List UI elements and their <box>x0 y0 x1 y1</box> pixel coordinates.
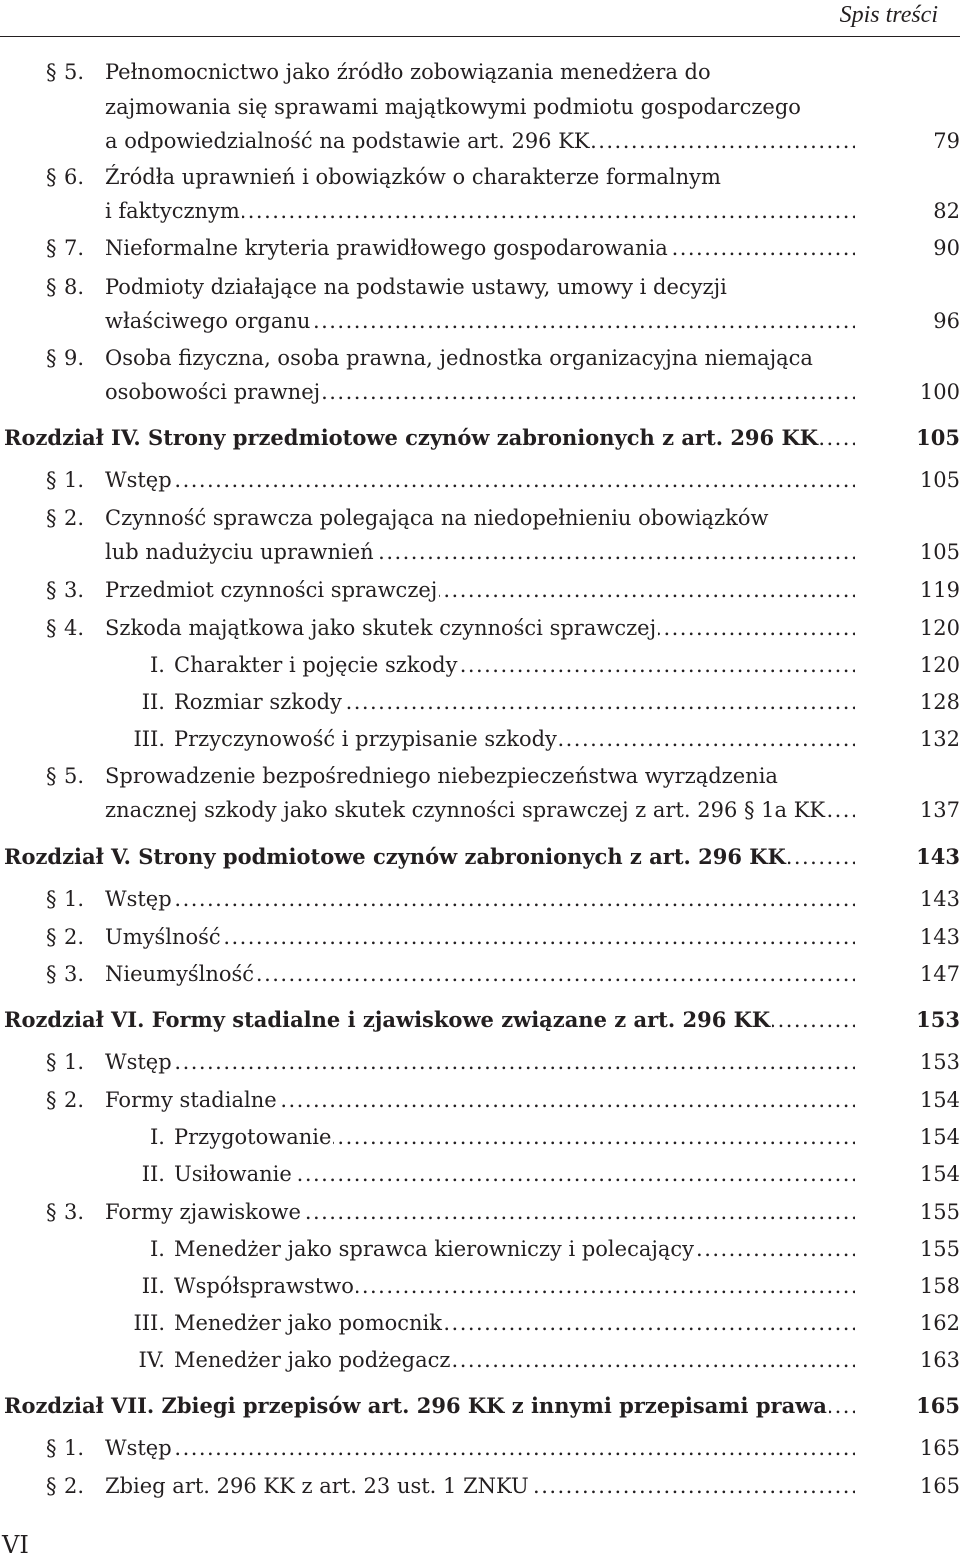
leader-dots <box>242 194 855 228</box>
leader-dots <box>788 840 855 874</box>
page-number-ref: 105 <box>919 468 960 492</box>
section-sign: § <box>46 165 57 189</box>
toc-entry[interactable] <box>0 194 960 228</box>
toc-entry[interactable] <box>0 90 960 124</box>
subsection-number: III. <box>133 727 165 751</box>
entry-title: Rozdział V. Strony podmiotowe czynów zabronionych z art. 296 KK <box>4 844 786 869</box>
page-number-ref: 165 <box>919 1474 960 1498</box>
entry-title: Pełnomocnictwo jako źródło zobowiązania menedżera do <box>105 60 711 84</box>
leader-dots <box>312 304 855 338</box>
page-number-ref: 128 <box>919 690 960 714</box>
subsection-number: IV. <box>138 1348 165 1372</box>
toc-entry[interactable] <box>0 1195 960 1229</box>
page-number-ref: 153 <box>919 1050 960 1074</box>
page-number-ref: 120 <box>919 653 960 677</box>
leader-dots <box>303 1195 855 1229</box>
entry-title: Formy stadialne <box>105 1088 277 1112</box>
leader-dots <box>279 1083 855 1117</box>
page-number-ref: 96 <box>933 309 960 333</box>
section-number: 2. <box>64 506 85 530</box>
toc-entry[interactable] <box>0 882 960 916</box>
leader-dots <box>460 648 856 682</box>
leader-dots <box>559 722 855 756</box>
section-number: 3. <box>64 1200 85 1224</box>
toc-entry[interactable] <box>0 920 960 954</box>
section-number: 1. <box>64 468 85 492</box>
toc-entry[interactable] <box>0 55 960 89</box>
leader-dots <box>174 882 855 916</box>
entry-title: Rozdział VI. Formy stadialne i zjawiskowe związane z art. 296 KK <box>4 1007 771 1032</box>
chapter-entry[interactable] <box>0 1003 960 1037</box>
entry-title: lub nadużyciu uprawnień <box>105 540 374 564</box>
entry-title: Rozmiar szkody <box>174 690 342 714</box>
toc-entry[interactable] <box>0 124 960 158</box>
section-number: 4. <box>64 616 85 640</box>
entry-title: Formy zjawiskowe <box>105 1200 301 1224</box>
leader-dots <box>772 1003 855 1037</box>
section-number: 5. <box>64 764 85 788</box>
entry-title: Źródła uprawnień i obowiązków o charakterze formalnym <box>105 165 721 189</box>
entry-title: Rozdział VII. Zbiegi przepisów art. 296 KK z innymi przepisami prawa <box>4 1393 827 1418</box>
section-number: 1. <box>64 1050 85 1074</box>
leader-dots <box>294 1157 855 1191</box>
toc-entry[interactable] <box>0 341 960 375</box>
entry-title: Czynność sprawcza polegająca na niedopełnieniu obowiązków <box>105 506 769 530</box>
section-number: 7. <box>64 236 85 260</box>
section-number: 2. <box>64 925 85 949</box>
toc-entry[interactable] <box>0 304 960 338</box>
section-sign: § <box>46 468 57 492</box>
entry-title: właściwego organu <box>105 309 311 333</box>
toc-entry[interactable] <box>0 1083 960 1117</box>
page-number-ref: 162 <box>919 1311 960 1335</box>
subsection-number: II. <box>141 1162 165 1186</box>
leader-dots <box>592 124 855 158</box>
leader-dots <box>174 1045 855 1079</box>
leader-dots <box>531 1469 855 1503</box>
section-number: 2. <box>64 1088 85 1112</box>
section-number: 1. <box>64 887 85 911</box>
section-sign: § <box>46 1200 57 1224</box>
entry-title: i faktycznym <box>105 199 240 223</box>
leader-dots <box>670 231 855 265</box>
leader-dots <box>333 1120 855 1154</box>
section-sign: § <box>46 578 57 602</box>
entry-title: Menedżer jako podżegacz <box>174 1348 451 1372</box>
subsection-number: II. <box>141 690 165 714</box>
section-number: 5. <box>64 60 85 84</box>
toc-entry[interactable] <box>0 1232 960 1266</box>
toc-entry[interactable] <box>0 793 960 827</box>
leader-dots <box>827 793 855 827</box>
page-number-ref: 105 <box>919 540 960 564</box>
page-number-ref: 154 <box>919 1088 960 1112</box>
entry-title: Przedmiot czynności sprawczej <box>105 578 438 602</box>
entry-title: Wstęp <box>105 1436 172 1460</box>
section-sign: § <box>46 275 57 299</box>
toc-entry[interactable] <box>0 957 960 991</box>
page-number-ref: 100 <box>919 380 960 404</box>
page-number-ref: 120 <box>919 616 960 640</box>
section-sign: § <box>46 60 57 84</box>
page-number-ref: 147 <box>919 962 960 986</box>
entry-title: Współsprawstwo <box>174 1274 354 1298</box>
subsection-number: I. <box>150 1125 165 1149</box>
section-sign: § <box>46 1474 57 1498</box>
chapter-entry[interactable] <box>0 421 960 455</box>
entry-title: Osoba fizyczna, osoba prawna, jednostka organizacyjna niemająca <box>105 346 813 370</box>
toc-entry[interactable] <box>0 685 960 719</box>
page-number-ref: 82 <box>933 199 960 223</box>
toc-entry[interactable] <box>0 1120 960 1154</box>
section-number: 3. <box>64 578 85 602</box>
section-number: 2. <box>64 1474 85 1498</box>
toc-entry[interactable] <box>0 1269 960 1303</box>
section-number: 1. <box>64 1436 85 1460</box>
page-number-ref: 158 <box>919 1274 960 1298</box>
entry-title: osobowości prawnej <box>105 380 321 404</box>
toc-entry[interactable] <box>0 648 960 682</box>
toc-entry[interactable] <box>0 1045 960 1079</box>
section-sign: § <box>46 506 57 530</box>
entry-title: Wstęp <box>105 468 172 492</box>
page-number-ref: 143 <box>919 925 960 949</box>
entry-title: Przygotowanie <box>174 1125 332 1149</box>
toc-entry[interactable] <box>0 375 960 409</box>
section-sign: § <box>46 616 57 640</box>
page-number-ref: 105 <box>916 425 960 450</box>
leader-dots <box>696 1232 855 1266</box>
entry-title: Wstęp <box>105 1050 172 1074</box>
page-number-ref: 153 <box>916 1007 960 1032</box>
toc-entry[interactable] <box>0 270 960 304</box>
subsection-number: I. <box>150 1237 165 1261</box>
toc-entry[interactable] <box>0 722 960 756</box>
page-number-ref: 155 <box>919 1237 960 1261</box>
entry-title: Nieumyślność <box>105 962 255 986</box>
toc-entry[interactable] <box>0 1469 960 1503</box>
entry-title: Sprowadzenie bezpośredniego niebezpieczeństwa wyrządzenia <box>105 764 778 788</box>
leader-dots <box>174 463 855 497</box>
section-sign: § <box>46 962 57 986</box>
leader-dots <box>344 685 855 719</box>
page-number-ref: 165 <box>916 1393 960 1418</box>
page-number-ref: 155 <box>919 1200 960 1224</box>
entry-title: Charakter i pojęcie szkody <box>174 653 458 677</box>
entry-title: Usiłowanie <box>174 1162 292 1186</box>
entry-title: Rozdział IV. Strony przedmiotowe czynów zabronionych z art. 296 KK <box>4 425 818 450</box>
toc-entry[interactable] <box>0 535 960 569</box>
page-number-ref: 143 <box>919 887 960 911</box>
section-sign: § <box>46 925 57 949</box>
section-sign: § <box>46 764 57 788</box>
leader-dots <box>356 1269 855 1303</box>
toc-entry[interactable] <box>0 231 960 265</box>
leader-dots <box>223 920 855 954</box>
entry-title: Zbieg art. 296 KK z art. 23 ust. 1 ZNKU <box>105 1474 529 1498</box>
entry-title: a odpowiedzialność na podstawie art. 296 KK <box>105 129 590 153</box>
leader-dots <box>829 1389 855 1423</box>
page-number-ref: 90 <box>933 236 960 260</box>
section-number: 9. <box>64 346 85 370</box>
leader-dots <box>452 1343 855 1377</box>
entry-title: Umyślność <box>105 925 221 949</box>
leader-dots <box>376 535 855 569</box>
toc-entry[interactable] <box>0 1431 960 1465</box>
toc-entry[interactable] <box>0 1306 960 1340</box>
leader-dots <box>439 573 855 607</box>
page-number-ref: 79 <box>933 129 960 153</box>
leader-dots <box>256 957 855 991</box>
page-number-ref: 137 <box>919 798 960 822</box>
page-number-ref: 119 <box>919 578 960 602</box>
entry-title: Szkoda majątkowa jako skutek czynności sprawczej <box>105 616 657 640</box>
chapter-entry[interactable] <box>0 840 960 874</box>
toc-entry[interactable] <box>0 160 960 194</box>
section-sign: § <box>46 1436 57 1460</box>
toc-entry[interactable] <box>0 463 960 497</box>
section-sign: § <box>46 236 57 260</box>
chapter-entry[interactable] <box>0 1389 960 1423</box>
entry-title: Podmioty działające na podstawie ustawy, umowy i decyzji <box>105 275 727 299</box>
section-sign: § <box>46 887 57 911</box>
leader-dots <box>174 1431 855 1465</box>
entry-title: Menedżer jako pomocnik <box>174 1311 442 1335</box>
toc-entry[interactable] <box>0 573 960 607</box>
section-number: 3. <box>64 962 85 986</box>
page-number-ref: 154 <box>919 1125 960 1149</box>
page-number-ref: 143 <box>916 844 960 869</box>
toc-entry[interactable] <box>0 759 960 793</box>
subsection-number: I. <box>150 653 165 677</box>
section-sign: § <box>46 346 57 370</box>
leader-dots <box>322 375 855 409</box>
leader-dots <box>820 421 855 455</box>
subsection-number: III. <box>133 1311 165 1335</box>
entry-title: Przyczynowość i przypisanie szkody <box>174 727 557 751</box>
section-number: 8. <box>64 275 85 299</box>
page-number: VI <box>2 1531 29 1559</box>
entry-title: Menedżer jako sprawca kierowniczy i polecający <box>174 1237 695 1261</box>
entry-title: Wstęp <box>105 887 172 911</box>
section-sign: § <box>46 1050 57 1074</box>
section-number: 6. <box>64 165 85 189</box>
entry-title: zajmowania się sprawami majątkowymi podmiotu gospodarczego <box>105 95 801 119</box>
running-header: Spis treści <box>839 2 938 28</box>
page-number-ref: 165 <box>919 1436 960 1460</box>
section-sign: § <box>46 1088 57 1112</box>
leader-dots <box>444 1306 855 1340</box>
toc-entry[interactable] <box>0 611 960 645</box>
entry-title: Nieformalne kryteria prawidłowego gospodarowania <box>105 236 668 260</box>
entry-title: znacznej szkody jako skutek czynności sprawczej z art. 296 § 1a KK <box>105 798 826 822</box>
subsection-number: II. <box>141 1274 165 1298</box>
page-number-ref: 132 <box>919 727 960 751</box>
page-number-ref: 154 <box>919 1162 960 1186</box>
leader-dots <box>658 611 855 645</box>
toc-entry[interactable] <box>0 1157 960 1191</box>
toc-entry[interactable] <box>0 1343 960 1377</box>
toc-entry[interactable] <box>0 501 960 535</box>
page-number-ref: 163 <box>919 1348 960 1372</box>
